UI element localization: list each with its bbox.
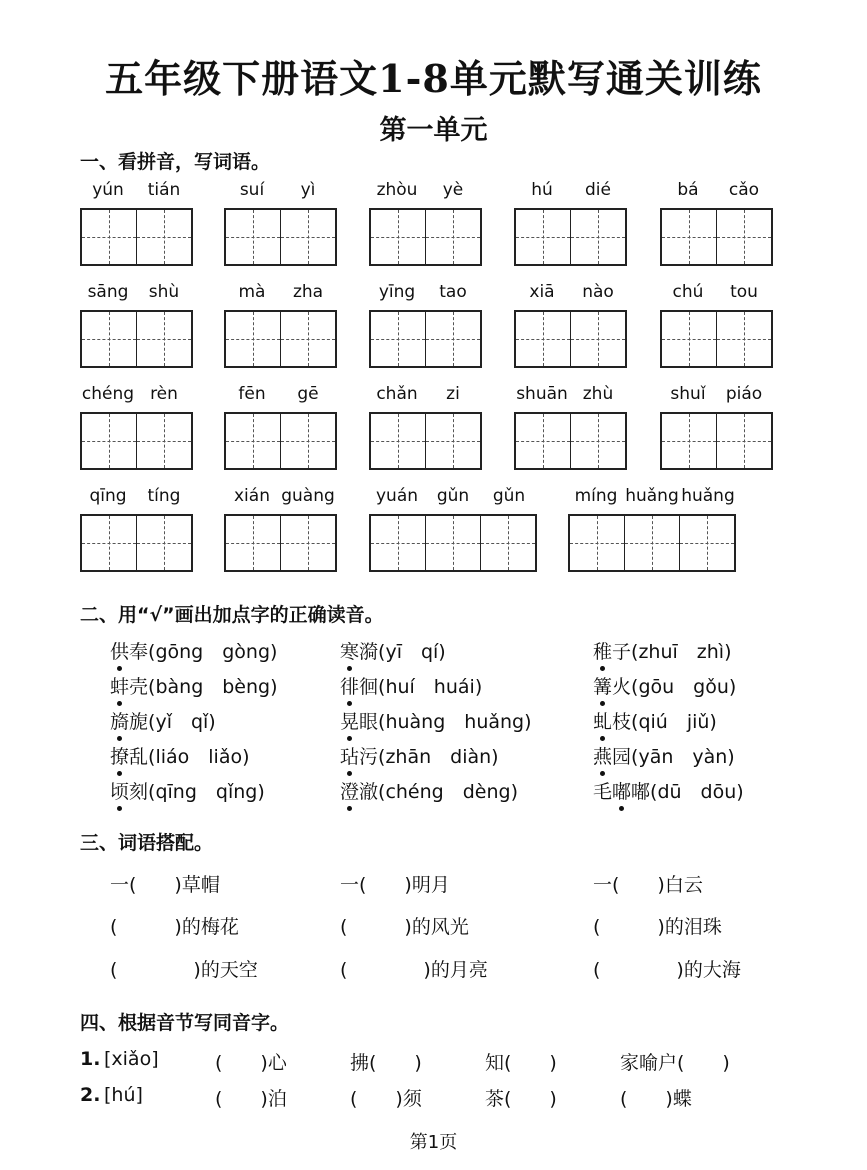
writing-cell[interactable] — [662, 414, 716, 468]
tianzige-boxes — [224, 412, 337, 470]
homophone-blank[interactable]: 拂( ) — [350, 1052, 422, 1074]
writing-cell[interactable] — [371, 516, 425, 570]
writing-cell[interactable] — [570, 312, 625, 366]
pinyin-syllable: xiā — [529, 282, 555, 302]
writing-cell[interactable] — [136, 312, 191, 366]
tianzige-boxes — [660, 310, 773, 368]
homophone-blank[interactable]: ( )须 — [350, 1088, 422, 1110]
homophone-blank[interactable]: ( )蝶 — [620, 1088, 692, 1110]
tianzige-boxes — [660, 208, 773, 266]
writing-cell[interactable] — [516, 414, 570, 468]
section1-heading: 一、看拼音，写词语。 — [80, 151, 271, 173]
dotted-char: 燕 — [593, 742, 612, 769]
writing-cell[interactable] — [226, 414, 280, 468]
pinyin-syllable: qīng — [89, 486, 127, 506]
pinyin-syllable: tou — [730, 282, 758, 302]
pronunciation-item — [593, 672, 736, 699]
writing-cell[interactable] — [570, 210, 625, 264]
tianzige-boxes — [224, 208, 337, 266]
homophone-blank[interactable]: 知( ) — [485, 1052, 557, 1074]
dotted-char: 晃 — [340, 707, 359, 734]
pinyin-syllable: xián — [234, 486, 270, 506]
writing-cell[interactable] — [280, 414, 335, 468]
dotted-char: 供 — [110, 637, 129, 664]
pinyin-syllable: tián — [147, 180, 181, 200]
unit-title: 第一单元 — [379, 115, 488, 146]
collocation-item[interactable]: ( )的泪珠 — [593, 916, 722, 938]
word-rest: 枝 — [612, 711, 632, 733]
page-number: 第1页 — [409, 1132, 458, 1153]
pinyin-syllable: nào — [582, 282, 614, 302]
pinyin-options[interactable]: (huí huái) — [378, 676, 483, 698]
pronunciation-item — [340, 672, 482, 699]
tianzige-boxes — [514, 412, 627, 470]
dotted-char: 旖 — [110, 707, 129, 734]
collocation-item[interactable]: ( )的天空 — [110, 959, 258, 981]
word-rest: 嘟 — [631, 781, 651, 803]
pronunciation-item — [340, 742, 499, 769]
tianzige-boxes — [514, 208, 627, 266]
item-number: 2. — [80, 1084, 101, 1106]
pinyin-syllable: shù — [148, 282, 180, 302]
collocation-item[interactable]: 一( )草帽 — [110, 874, 220, 896]
word-rest: 澈 — [359, 781, 379, 803]
writing-cell[interactable] — [226, 516, 280, 570]
dotted-char: 嘟 — [612, 777, 631, 804]
pronunciation-item — [593, 777, 744, 804]
collocation-item[interactable]: ( )的梅花 — [110, 916, 239, 938]
pinyin-syllable: cǎo — [728, 180, 760, 200]
homophone-blank[interactable]: 茶( ) — [485, 1088, 557, 1110]
writing-cell[interactable] — [679, 516, 734, 570]
pinyin-options[interactable]: (liáo liǎo) — [148, 746, 250, 768]
writing-cell[interactable] — [516, 312, 570, 366]
writing-cell[interactable] — [480, 516, 535, 570]
pinyin-syllable: yīng — [378, 282, 416, 302]
pinyin-syllable: tao — [439, 282, 467, 302]
pinyin-options[interactable]: (yǐ qǐ) — [148, 711, 216, 733]
syllable-label: [xiǎo] — [104, 1048, 159, 1070]
word-rest: 刻 — [129, 781, 149, 803]
writing-cell[interactable] — [662, 210, 716, 264]
pinyin-syllable: míng — [574, 486, 618, 506]
pinyin-syllable: gē — [297, 384, 319, 404]
writing-cell[interactable] — [226, 312, 280, 366]
pinyin-syllable: gǔn — [492, 486, 526, 506]
pinyin-options[interactable]: (huàng huǎng) — [378, 711, 532, 733]
pinyin-syllable: chéng — [81, 384, 135, 404]
pinyin-syllable: yuán — [375, 486, 419, 506]
section4-heading: 四、根据音节写同音字。 — [80, 1012, 290, 1034]
writing-cell[interactable] — [82, 312, 136, 366]
pinyin-syllable: yì — [300, 180, 316, 200]
pinyin-syllable: yè — [442, 180, 464, 200]
writing-cell[interactable] — [82, 414, 136, 468]
writing-cell[interactable] — [624, 516, 679, 570]
pinyin-syllable: rèn — [150, 384, 178, 404]
writing-cell[interactable] — [371, 210, 425, 264]
pinyin-syllable: huǎng — [681, 486, 735, 506]
word-rest: 漪 — [359, 641, 379, 663]
writing-cell[interactable] — [136, 210, 191, 264]
section3-heading: 三、词语搭配。 — [80, 832, 214, 854]
tianzige-boxes — [224, 310, 337, 368]
homophone-blank[interactable]: ( )泊 — [215, 1088, 287, 1110]
pronunciation-item — [110, 672, 278, 699]
writing-cell[interactable] — [716, 312, 771, 366]
writing-cell[interactable] — [716, 210, 771, 264]
tianzige-boxes — [369, 310, 482, 368]
writing-cell[interactable] — [371, 312, 425, 366]
writing-cell[interactable] — [226, 210, 280, 264]
word-rest: 眼 — [359, 711, 379, 733]
pinyin-syllable: mà — [238, 282, 266, 302]
dotted-char: 澄 — [340, 777, 359, 804]
pinyin-syllable: chú — [672, 282, 704, 302]
pronunciation-item — [110, 637, 277, 664]
word-rest: 壳 — [129, 676, 149, 698]
writing-cell[interactable] — [425, 312, 480, 366]
pinyin-options[interactable]: (zhuī zhì) — [631, 641, 732, 663]
dotted-char: 寒 — [340, 637, 359, 664]
pronunciation-item — [593, 742, 735, 769]
pinyin-syllable: shuān — [516, 384, 568, 404]
pinyin-syllable: gǔn — [436, 486, 470, 506]
collocation-item[interactable]: 一( )白云 — [593, 874, 703, 896]
pronunciation-item — [110, 777, 265, 804]
homophone-blank[interactable]: ( )心 — [215, 1052, 287, 1074]
word-rest: 奉 — [129, 641, 149, 663]
word-prefix: 毛 — [593, 781, 613, 803]
dotted-char: 玷 — [340, 742, 359, 769]
writing-cell[interactable] — [716, 414, 771, 468]
pinyin-options[interactable]: (qiú jiǔ) — [631, 711, 717, 733]
pronunciation-item — [340, 707, 532, 734]
word-rest: 乱 — [129, 746, 149, 768]
pinyin-options[interactable]: (yān yàn) — [631, 746, 735, 768]
pinyin-syllable: bá — [677, 180, 699, 200]
pinyin-options[interactable]: (chéng dèng) — [378, 781, 518, 803]
writing-cell[interactable] — [280, 516, 335, 570]
writing-cell[interactable] — [82, 516, 136, 570]
dotted-char: 篝 — [593, 672, 612, 699]
writing-cell[interactable] — [425, 516, 480, 570]
tianzige-boxes — [80, 412, 193, 470]
page-title: 五年级下册语文1-8单元默写通关训练 — [105, 56, 762, 101]
writing-cell[interactable] — [570, 516, 624, 570]
tianzige-boxes — [568, 514, 736, 572]
tianzige-boxes — [224, 514, 337, 572]
pinyin-syllable: hú — [531, 180, 553, 200]
tianzige-boxes — [660, 412, 773, 470]
pinyin-syllable: suí — [239, 180, 265, 200]
word-rest: 污 — [359, 746, 379, 768]
dotted-char: 徘 — [340, 672, 359, 699]
pinyin-syllable: zhòu — [376, 180, 418, 200]
pinyin-syllable: sāng — [87, 282, 129, 302]
homophone-blank[interactable]: 家喻户( ) — [620, 1052, 730, 1074]
pinyin-options[interactable]: (gōng gòng) — [148, 641, 278, 663]
dotted-char: 蚌 — [110, 672, 129, 699]
writing-cell[interactable] — [662, 312, 716, 366]
word-rest: 徊 — [359, 676, 379, 698]
pinyin-options[interactable]: (yī qí) — [378, 641, 446, 663]
pinyin-syllable: tíng — [147, 486, 181, 506]
collocation-item[interactable]: ( )的大海 — [593, 959, 741, 981]
tianzige-boxes — [369, 514, 537, 572]
syllable-label: [hú] — [104, 1084, 143, 1106]
pinyin-options[interactable]: (qīng qǐng) — [148, 781, 265, 803]
pinyin-syllable: zi — [446, 384, 460, 404]
pinyin-syllable: zha — [292, 282, 324, 302]
section2-heading: 二、用“√”画出加点字的正确读音。 — [80, 604, 384, 626]
writing-cell[interactable] — [82, 210, 136, 264]
word-rest: 旎 — [129, 711, 149, 733]
item-number: 1. — [80, 1048, 101, 1070]
pinyin-options[interactable]: (bàng bèng) — [148, 676, 278, 698]
tianzige-boxes — [80, 514, 193, 572]
pinyin-syllable: fēn — [238, 384, 266, 404]
writing-cell[interactable] — [280, 210, 335, 264]
pinyin-syllable: dié — [585, 180, 611, 200]
collocation-item[interactable]: ( )的风光 — [340, 916, 469, 938]
dotted-char: 虬 — [593, 707, 612, 734]
dotted-char: 撩 — [110, 742, 129, 769]
dotted-char: 稚 — [593, 637, 612, 664]
writing-cell[interactable] — [280, 312, 335, 366]
collocation-item[interactable]: ( )的月亮 — [340, 959, 488, 981]
pinyin-syllable: chǎn — [376, 384, 418, 404]
pronunciation-item — [110, 707, 216, 734]
pinyin-syllable: piáo — [725, 384, 763, 404]
tianzige-boxes — [514, 310, 627, 368]
pinyin-syllable: shuǐ — [670, 384, 706, 404]
tianzige-boxes — [369, 208, 482, 266]
writing-cell[interactable] — [136, 414, 191, 468]
writing-cell[interactable] — [136, 516, 191, 570]
pronunciation-item — [340, 637, 446, 664]
writing-cell[interactable] — [425, 210, 480, 264]
pinyin-options[interactable]: (zhān diàn) — [378, 746, 499, 768]
pinyin-options[interactable]: (dū dōu) — [650, 781, 744, 803]
tianzige-boxes — [80, 208, 193, 266]
pinyin-options[interactable]: (gōu gǒu) — [631, 676, 737, 698]
writing-cell[interactable] — [371, 414, 425, 468]
dotted-char: 顷 — [110, 777, 129, 804]
tianzige-boxes — [80, 310, 193, 368]
word-rest: 火 — [612, 676, 632, 698]
pinyin-syllable: zhù — [582, 384, 614, 404]
collocation-item[interactable]: 一( )明月 — [340, 874, 450, 896]
word-rest: 园 — [612, 746, 632, 768]
pronunciation-item — [593, 637, 732, 664]
tianzige-boxes — [369, 412, 482, 470]
pronunciation-item — [110, 742, 250, 769]
pinyin-syllable: guàng — [281, 486, 335, 506]
pinyin-syllable: yún — [92, 180, 124, 200]
pronunciation-item — [593, 707, 717, 734]
writing-cell[interactable] — [570, 414, 625, 468]
writing-cell[interactable] — [516, 210, 570, 264]
pronunciation-item — [340, 777, 518, 804]
pinyin-syllable: huǎng — [625, 486, 679, 506]
word-rest: 子 — [612, 641, 632, 663]
writing-cell[interactable] — [425, 414, 480, 468]
